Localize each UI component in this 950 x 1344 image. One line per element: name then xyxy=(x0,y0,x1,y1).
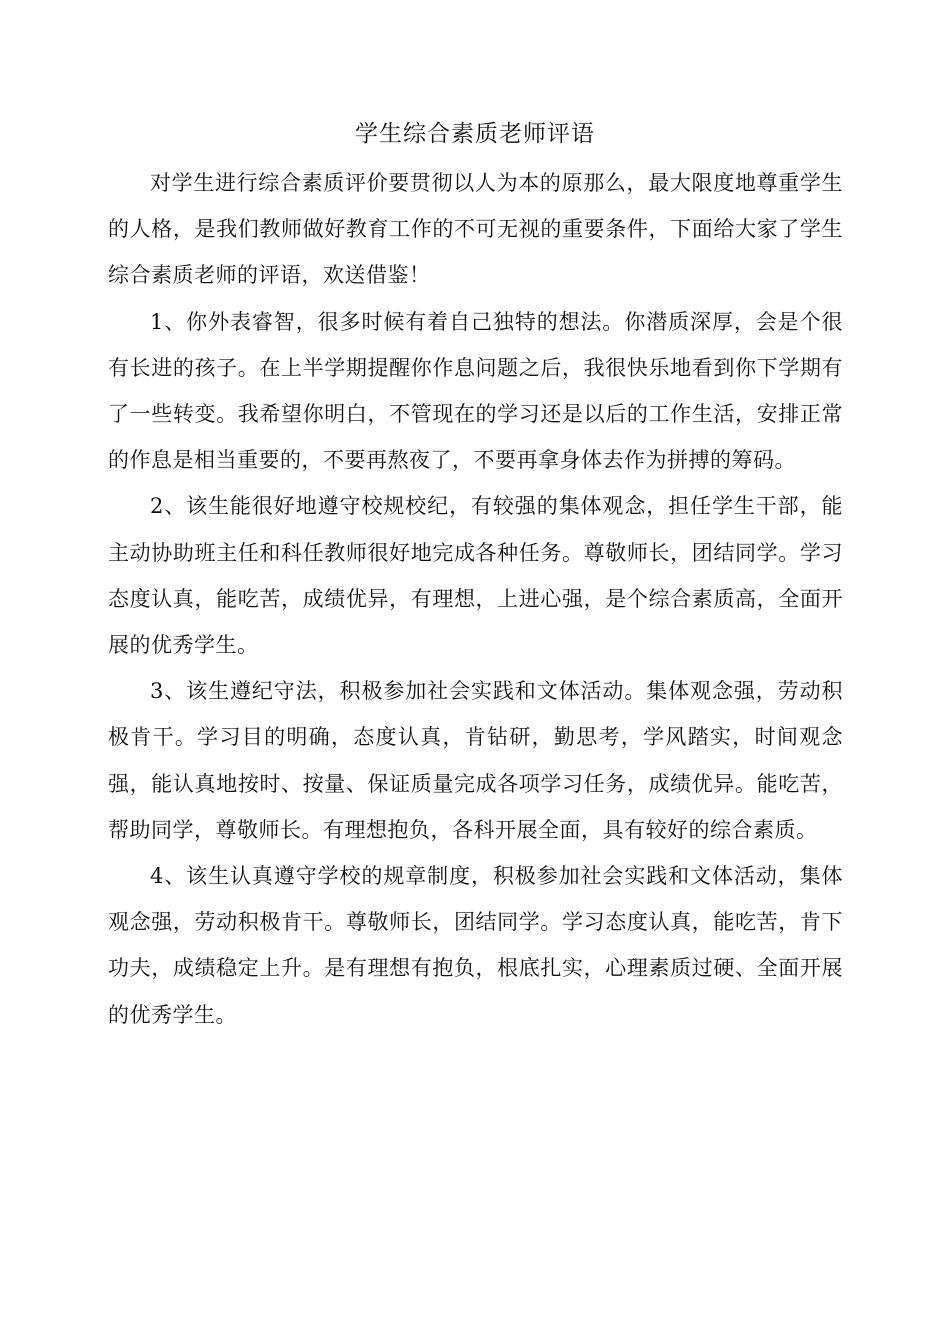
document-title: 学生综合素质老师评语 xyxy=(355,121,595,147)
comment-paragraph-2: 2、该生能很好地遵守校规校纪，有较强的集体观念，担任学生干部，能主动协助班主任和科任教师很好地完成各种任务。尊敬师长，团结同学。学习态度认真，能吃苦，成绩优异，有理想，上进心强，是个综合素质高，全面开展的优秀学生。 xyxy=(108,494,843,658)
comment-paragraph-1: 1、你外表睿智，很多时候有着自己独特的想法。你潜质深厚，会是个很有长进的孩子。在上半学期提醒你作息问题之后，我很快乐地看到你下学期有了一些转变。我希望你明白，不管现在的学习还是以后的工作生活，安排正常的作息是相当重要的，不要再熬夜了，不要再拿身体去作为拼搏的筹码。 xyxy=(108,309,843,473)
document-body xyxy=(108,160,843,1038)
intro-paragraph: 对学生进行综合素质评价要贯彻以人为本的原那么，最大限度地尊重学生的人格，是我们教师做好教育工作的不可无视的重要条件，下面给大家了学生综合素质老师的评语，欢送借鉴！ xyxy=(108,171,843,288)
comment-paragraph-3: 3、该生遵纪守法，积极参加社会实践和文体活动。集体观念强，劳动积极肯干。学习目的明确，态度认真，肯钻研，勤思考，学风踏实，时间观念强，能认真地按时、按量、保证质量完成各项学习任务，成绩优异。能吃苦，帮助同学，尊敬师长。有理想抱负，各科开展全面，具有较好的综合素质。 xyxy=(108,679,843,842)
comment-paragraph-4: 4、该生认真遵守学校的规章制度，积极参加社会实践和文体活动，集体观念强，劳动积极肯干。尊敬师长，团结同学。学习态度认真，能吃苦，肯下功夫，成绩稳定上升。是有理想有抱负，根底扎实，心理素质过硬、全面开展的优秀学生。 xyxy=(108,864,843,1027)
